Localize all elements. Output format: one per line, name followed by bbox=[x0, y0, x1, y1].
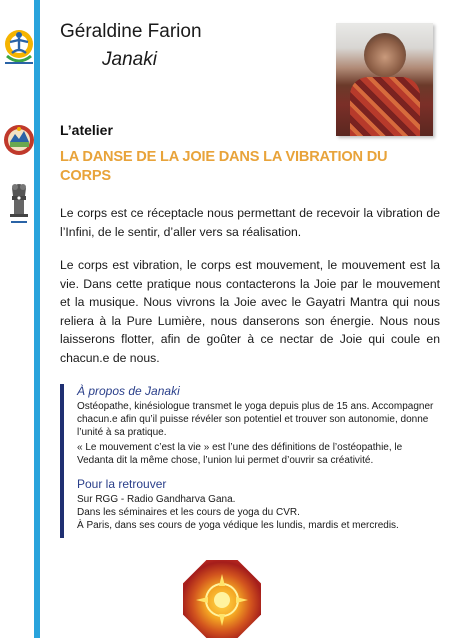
about-line: « Le mouvement c’est la vie » est l’une des définitions de l’ostéopathie, le Vedanta dit la même chose, l’union lui permet d’ouvrir sa créativité. bbox=[77, 441, 403, 466]
mandala-logo-icon bbox=[183, 560, 261, 638]
section-label: L’atelier bbox=[60, 122, 113, 138]
workshop-title: LA DANSE DE LA JOIE DANS LA VIBRATION DU CORPS bbox=[60, 149, 388, 184]
contact-line: Sur RGG - Radio Gandharva Gana. bbox=[77, 494, 236, 506]
contact-line: Dans les séminaires et les cours de yoga du CVR. bbox=[77, 507, 300, 519]
paragraph-1: Le corps est ce réceptacle nous permettant de recevoir la vibration de l’Infini, de le sentir, d’aller vers sa réalisation. bbox=[60, 206, 440, 239]
ashoka-emblem-icon bbox=[3, 178, 35, 240]
photo-scarf bbox=[350, 77, 420, 136]
paragraph-2: Le corps est vibration, le corps est mouvement, le mouvement est la vie. Dans cette pratique nous contacterons la Joie par le mouvement et la musique. Nous vivrons la Joie avec le Gayatri Mantra qui nous reliera à la Pure Lumière, nous danserons son énergie. Nous nous laisserons flotter, afin de goûter à ce nectar de Joie qui coule en chacun.e de nous. bbox=[60, 258, 440, 365]
about-box bbox=[60, 384, 440, 538]
ashram-emblem-icon bbox=[3, 112, 35, 168]
contact-heading: Pour la retrouver bbox=[77, 477, 167, 492]
about-heading: À propos de Janaki bbox=[77, 384, 180, 398]
left-sidebar bbox=[0, 0, 40, 638]
yoga-day-logo-icon bbox=[3, 22, 35, 84]
speaker-photo bbox=[336, 23, 433, 136]
about-line: Ostéopathe, kinésiologue transmet le yoga depuis plus de 15 ans. Accompagner chacun.e afin qu’il puisse révéler son potentiel et trouver son autonomie, donne l’unité à sa pratique. bbox=[77, 401, 434, 439]
photo-head bbox=[364, 33, 406, 77]
speaker-name: Géraldine Farion bbox=[60, 21, 202, 42]
sidebar-stripe bbox=[34, 0, 40, 638]
contact-line: À Paris, dans ses cours de yoga védique les lundis, mardis et mercredis. bbox=[77, 520, 399, 532]
speaker-alias: Janaki bbox=[102, 49, 157, 70]
